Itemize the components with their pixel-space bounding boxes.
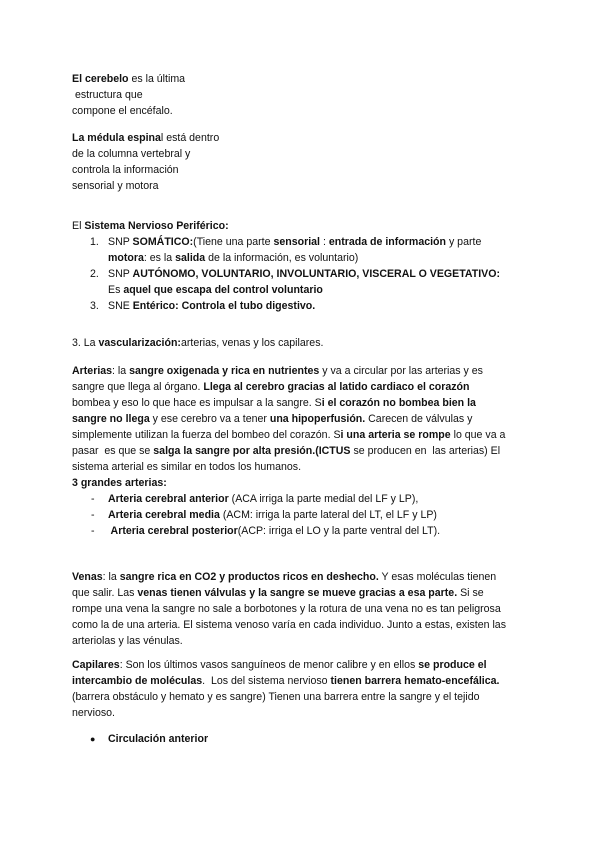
- text: arteriolas y las vénulas.: [72, 635, 183, 647]
- term: intercambio de moléculas: [72, 675, 203, 687]
- term: motora: [108, 252, 144, 264]
- text: y parte: [446, 236, 482, 248]
- text: SNE: [108, 300, 133, 312]
- term: vascularización:: [98, 337, 181, 349]
- text: simplemente utilizan la fuerza del bombeo del corazón. S: [72, 429, 341, 441]
- list-item: [72, 491, 528, 507]
- text: : la: [112, 365, 130, 377]
- term: una hipoperfusión.: [269, 413, 366, 425]
- list-item: [72, 507, 528, 523]
- section-heading: Sistema Nervioso Periférico:: [84, 220, 229, 232]
- list-number: 3.: [90, 300, 99, 312]
- venas-paragraph: [72, 569, 528, 649]
- term: Arteria cerebral posterior: [108, 525, 238, 537]
- term: Venas: [72, 571, 103, 583]
- capilares-paragraph: [72, 657, 528, 721]
- term: Arteria cerebral media: [108, 509, 220, 521]
- text: . Los del sistema nervioso: [202, 675, 331, 687]
- text: sensorial y motora: [72, 180, 159, 192]
- term: salga la sangre por alta presión.(ICTUS: [153, 445, 351, 457]
- text: Carecen de válvulas y: [365, 413, 473, 425]
- text: Es: [108, 284, 124, 296]
- text: (ACM: irriga la parte lateral del LT, el LF y LP): [219, 509, 437, 521]
- text: Y esas moléculas tienen: [378, 571, 497, 583]
- text: (Tiene una parte: [193, 236, 274, 248]
- text: pasar es que se: [72, 445, 154, 457]
- text: compone el encéfalo.: [72, 105, 173, 117]
- list-item: [72, 731, 528, 747]
- term: salida: [175, 252, 206, 264]
- text: controla la información: [72, 164, 179, 176]
- list-item: [72, 523, 528, 539]
- list-number: 2.: [90, 268, 99, 280]
- term: tienen barrera hemato-encefálica.: [330, 675, 500, 687]
- text: (ACA irriga la parte medial del LF y LP),: [228, 493, 419, 505]
- medula-term: La médula espina: [72, 132, 161, 144]
- dash-marker: -: [91, 493, 95, 505]
- cerebelo-term: El cerebelo: [72, 73, 129, 85]
- text: Si se: [457, 587, 484, 599]
- text: l está dentro: [160, 132, 220, 144]
- text: El: [72, 220, 85, 232]
- text: sistema arterial es similar en todos los humanos.: [72, 461, 302, 473]
- vascularizacion-line: [72, 335, 528, 351]
- term: se produce el: [418, 659, 487, 671]
- term: aquel que escapa del control voluntario: [123, 284, 323, 296]
- text: (ACP: irriga el LO y la parte ventral del LT).: [237, 525, 441, 537]
- text: : es la: [143, 252, 176, 264]
- text: SNP: [108, 236, 133, 248]
- dash-marker: -: [91, 525, 95, 537]
- term: Arteria cerebral anterior: [108, 493, 229, 505]
- term: venas tienen válvulas y la sangre se mueve gracias a esa parte.: [137, 587, 458, 599]
- term: i el corazón no bombea bien la: [321, 397, 476, 409]
- term: Capilares: [72, 659, 120, 671]
- snp-section: [72, 218, 528, 314]
- term: Arterias: [72, 365, 113, 377]
- term: entrada de información: [328, 236, 446, 248]
- medula-paragraph: [72, 130, 528, 194]
- text: es la última: [128, 73, 186, 85]
- term: sangre rica en CO2 y productos ricos en deshecho.: [119, 571, 379, 583]
- term: sangre no llega: [72, 413, 150, 425]
- list-item: [72, 298, 528, 314]
- text: : la: [102, 571, 120, 583]
- text: y va a circular por las arterias y es: [319, 365, 483, 377]
- text: y ese cerebro va a tener: [149, 413, 270, 425]
- term: SOMÁTICO:: [132, 236, 194, 248]
- term: sensorial: [273, 236, 320, 248]
- text: SNP: [108, 268, 133, 280]
- text: bombea y eso lo que hace es impulsar a la sangre. S: [72, 397, 322, 409]
- circulacion-item: [72, 731, 528, 747]
- text: lo que va a: [450, 429, 506, 441]
- text: : Son los últimos vasos sanguíneos de menor calibre y en ellos: [119, 659, 419, 671]
- text: estructura que: [72, 89, 143, 101]
- term: sangre oxigenada y rica en nutrientes: [129, 365, 320, 377]
- text: sangre que llega al órgano.: [72, 381, 204, 393]
- text: rompe una vena la sangre no sale a borbotones y la rotura de una vena no es tan peligrosa: [72, 603, 501, 615]
- term: Entérico: Controla el tubo digestivo.: [132, 300, 316, 312]
- text: 3. La: [72, 337, 99, 349]
- subheading: Circulación anterior: [108, 733, 209, 745]
- text: (barrera obstáculo y hemato y es sangre) Tienen una barrera entre la sangre y el tejido: [72, 691, 480, 703]
- text: se producen en las arterias) El: [350, 445, 501, 457]
- list-item: [72, 266, 528, 298]
- text: de la información, es voluntario): [205, 252, 359, 264]
- term: i una arteria se rompe: [340, 429, 451, 441]
- list-item: [72, 234, 528, 266]
- text: nervioso.: [72, 707, 115, 719]
- text: como la de una arteria. El sistema venoso varía en cada individuo. Junto a estas, existen las: [72, 619, 506, 631]
- cerebelo-paragraph: [72, 71, 528, 119]
- text: :: [320, 236, 329, 248]
- term: Llega al cerebro gracias al latido cardiaco el corazón: [203, 381, 470, 393]
- text: que salir. Las: [72, 587, 138, 599]
- arterias-paragraph: [72, 363, 528, 539]
- text: arterias, venas y los capilares.: [180, 337, 324, 349]
- subheading: 3 grandes arterias:: [72, 477, 167, 489]
- text: de la columna vertebral y: [72, 148, 191, 160]
- bullet-icon: ●: [90, 734, 96, 744]
- list-number: 1.: [90, 236, 99, 248]
- dash-marker: -: [91, 509, 95, 521]
- term: AUTÓNOMO, VOLUNTARIO, INVOLUNTARIO, VISCERAL O VEGETATIVO:: [132, 268, 500, 280]
